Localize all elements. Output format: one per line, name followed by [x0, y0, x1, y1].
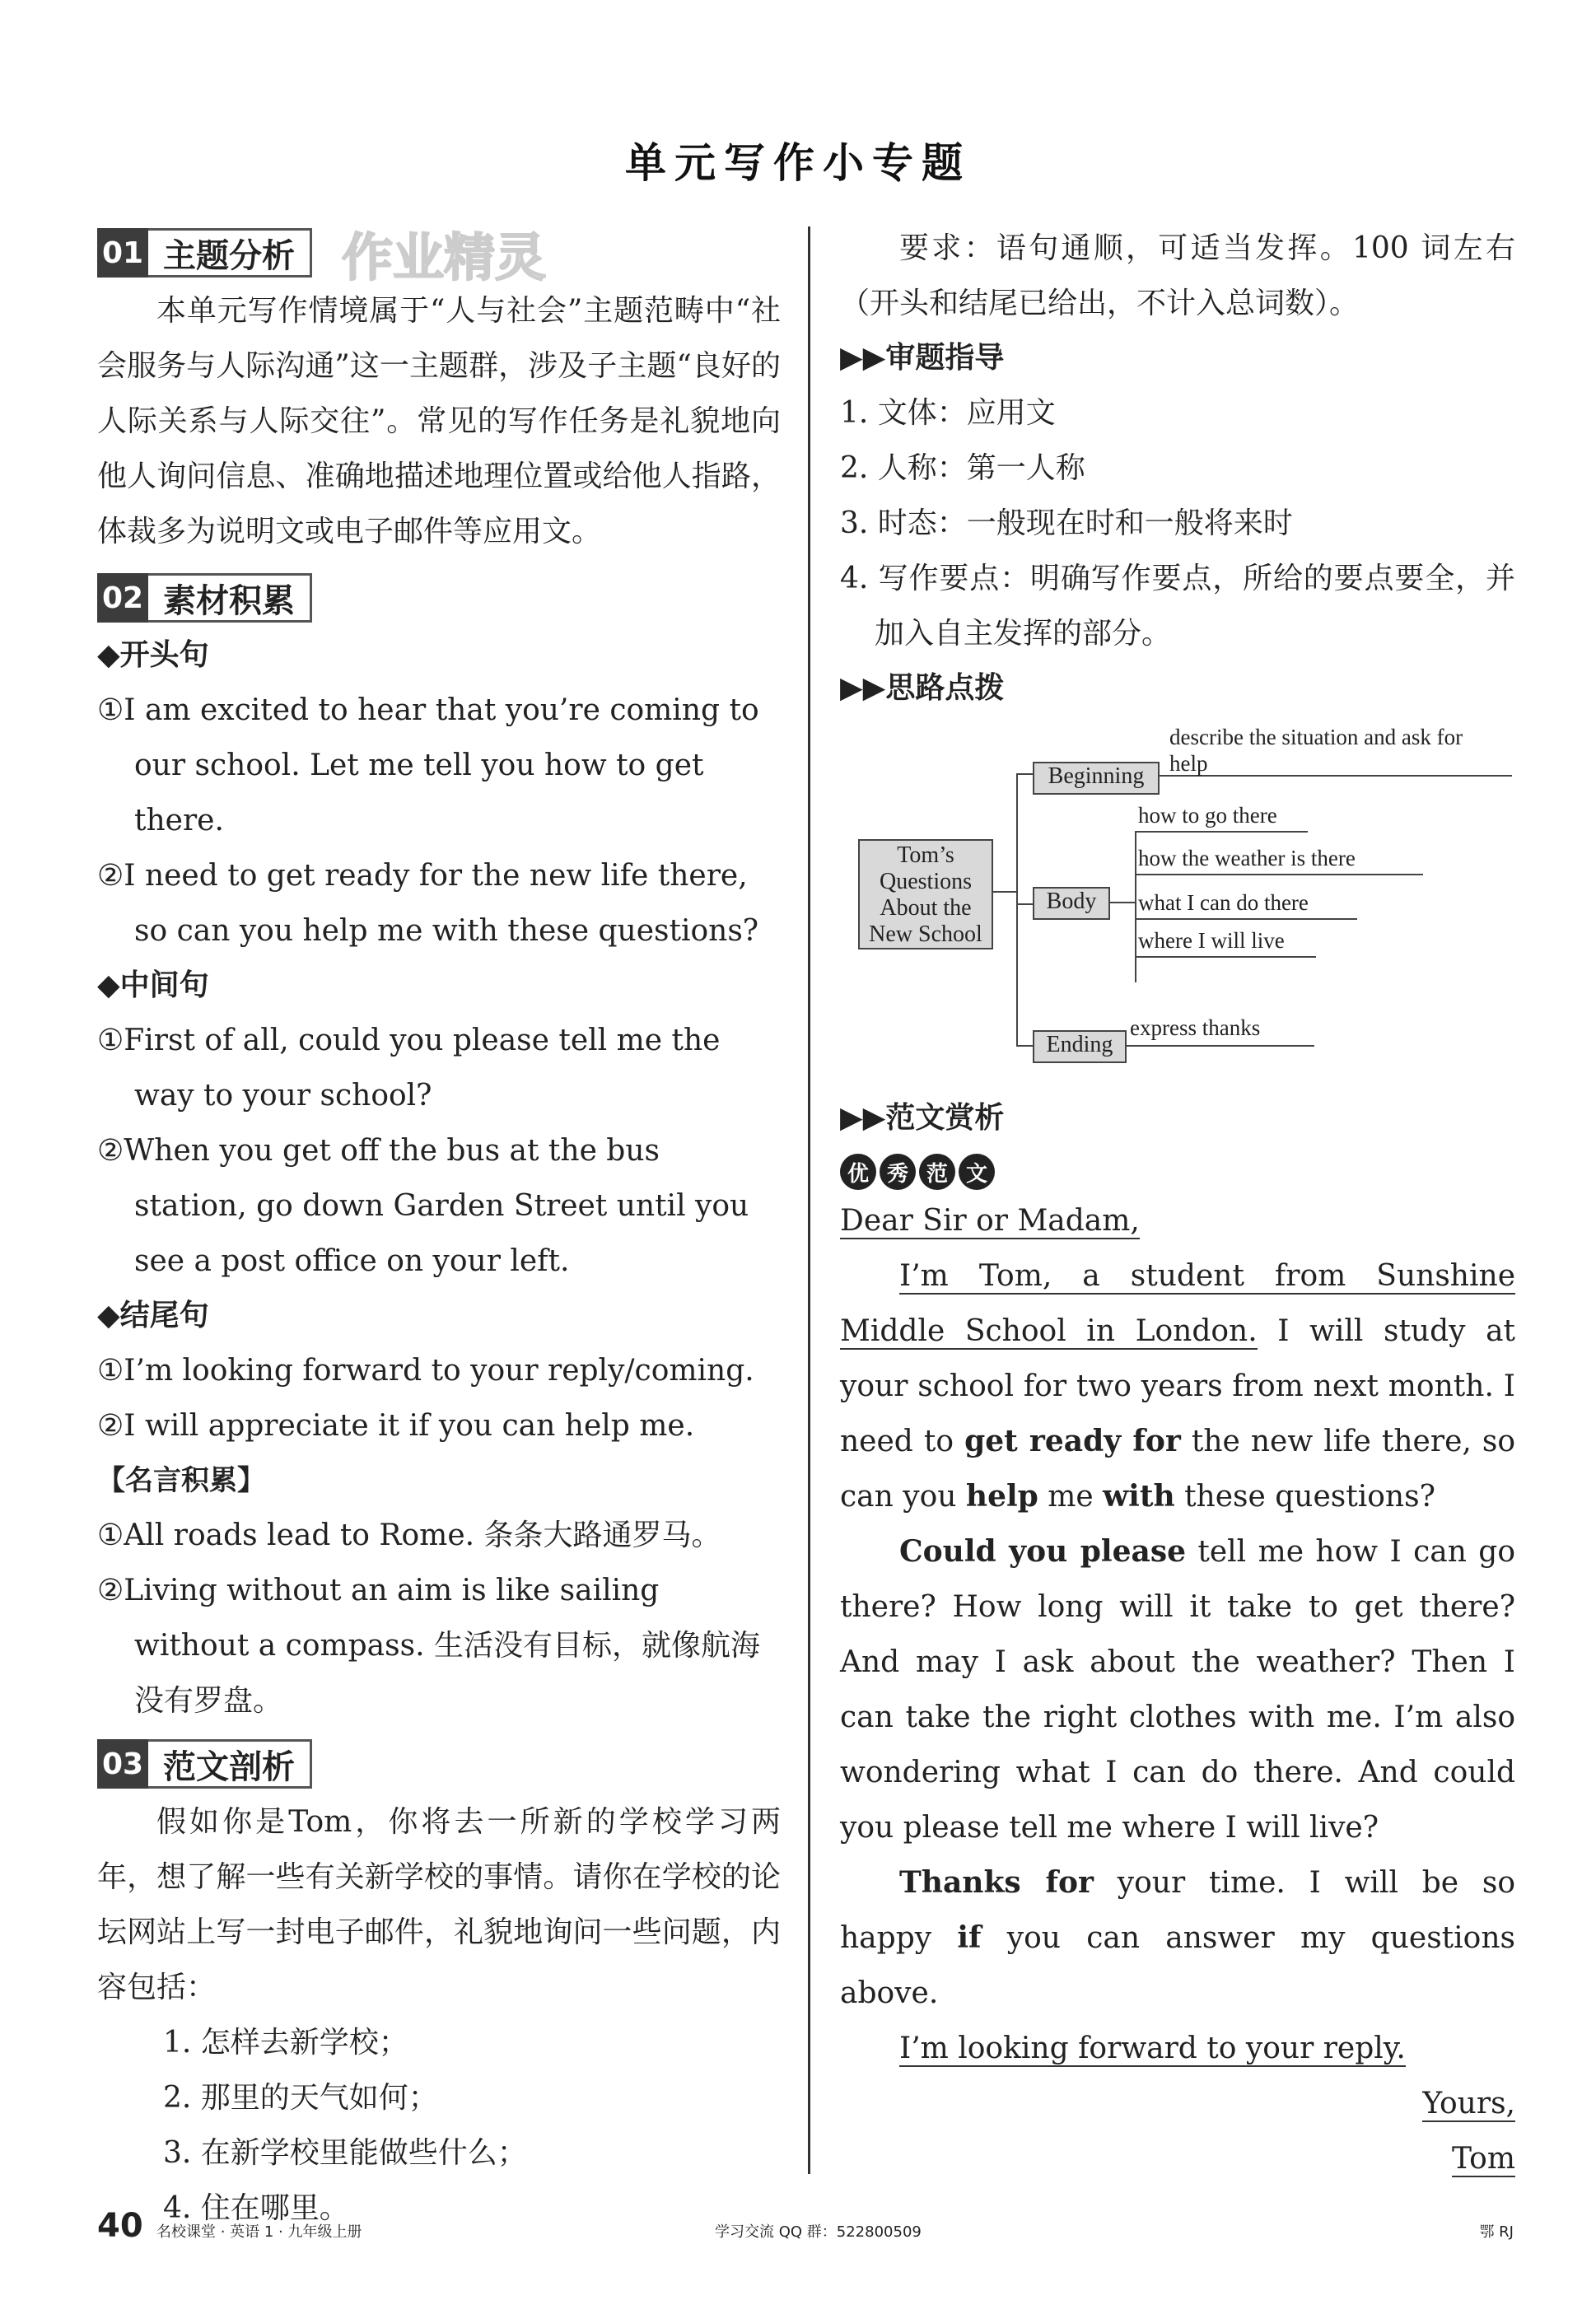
theme-analysis-text: 本单元写作情境属于“人与社会”主题范畴中“社会服务与人际沟通”这一主题群，涉及子主题“良好的人际关系与人际交往”。常见的写作任务是礼貌地向他人询问信息、准确地描述地理位置或给他人指路，体裁多为说明文或电子邮件等应用文。 — [97, 294, 781, 548]
list-item: ②When you get off the bus at the bus station, go down Garden Street until you see a post office on your left. — [97, 1134, 749, 1278]
list-item: ①I’m looking forward to your reply/coming. — [97, 1354, 754, 1388]
list-item: ②I need to get ready for the new life there, so can you help me with these questions? — [97, 859, 759, 948]
body-item: how to go there — [1138, 803, 1277, 828]
column-divider — [808, 226, 810, 2174]
right-column — [840, 221, 1515, 2186]
list-item: ①All roads lead to Rome. 条条大路通罗马。 — [97, 1519, 721, 1552]
signature-name: Tom — [1451, 2142, 1515, 2176]
key-phrase: help — [965, 1479, 1038, 1514]
list-item: ①First of all, could you please tell me the way to your school? — [97, 1024, 721, 1113]
connector-line — [1135, 831, 1136, 982]
task-description: 假如你是Tom，你将去一所新的学校学习两年，想了解一些有关新学校的事情。请你在学校的论坛网站上写一封电子邮件，礼貌地询问一些问题，内容包括： — [97, 1805, 781, 2004]
letter-paragraph-4 — [840, 2021, 1515, 2076]
mind-map-center: Tom’s Questions About the New School — [858, 839, 993, 949]
mind-map-ending: Ending — [1033, 1030, 1127, 1063]
list-item: 4. 写作要点：明确写作要点，所给的要点要全，并加入自主发挥的部分。 — [840, 562, 1515, 651]
letter-signature — [840, 2131, 1515, 2186]
page-number: 40 — [97, 2207, 143, 2245]
text-run: the new life there, so can you — [840, 1425, 1516, 1514]
badge: 秀 — [880, 1154, 916, 1190]
page-footer — [97, 2207, 1514, 2248]
watermark-logo: 作业精灵 — [342, 226, 547, 287]
list-item: 1. 文体：应用文 — [840, 396, 1056, 430]
mind-map-body: Body — [1033, 887, 1110, 920]
connector-line — [1135, 918, 1357, 920]
mind-map — [840, 716, 1515, 1085]
greeting-text: Dear Sir or Madam, — [840, 1204, 1140, 1238]
quotes-heading: 【名言积累】 — [97, 1464, 265, 1497]
letter-greeting — [840, 1193, 1515, 1248]
body-item: what I can do there — [1138, 890, 1309, 915]
section-label: 范文剖析 — [148, 1739, 312, 1789]
text-run: tell me how I can go there? How long will it take to get there? And may I ask about the weather? Then I can take the right clothes with me. I’m also wondering what I can do there. And could you please tell me where I will live? — [840, 1535, 1515, 1845]
letter-paragraph-2 — [840, 1524, 1515, 1855]
letter-closing — [840, 2076, 1515, 2131]
opening-sentences-heading: ◆开头句 — [97, 638, 209, 672]
key-phrase: Could you please — [899, 1534, 1186, 1569]
section-number: 03 — [97, 1739, 148, 1789]
key-phrase: with — [1103, 1479, 1175, 1514]
edition-label: 鄂 RJ — [1479, 2223, 1514, 2241]
list-item: ②Living without an aim is like sailing without a compass. 生活没有目标，就像航海没有罗盘。 — [97, 1574, 760, 1718]
list-item: ②I will appreciate it if you can help me. — [97, 1409, 695, 1443]
section-header-2 — [97, 571, 781, 625]
text-run: your time. I will be so happy — [840, 1866, 1516, 1955]
qq-group: 学习交流 QQ 群：522800509 — [715, 2223, 922, 2241]
list-item: 3. 在新学校里能做些什么； — [163, 2136, 527, 2170]
badge: 文 — [959, 1154, 995, 1190]
list-item: 1. 怎样去新学校； — [163, 2026, 408, 2060]
badge: 优 — [840, 1154, 876, 1190]
list-item: 2. 人称：第一人称 — [840, 451, 1085, 485]
closing-text: Yours, — [1422, 2087, 1515, 2120]
guide-heading: ▶▶审题指导 — [840, 341, 1005, 375]
section-header-1 — [97, 226, 781, 287]
section-header-3 — [97, 1737, 781, 1791]
text-run: you can answer my questions above. — [840, 1921, 1515, 2010]
section-number: 02 — [97, 573, 148, 623]
letter-paragraph-3 — [840, 1855, 1515, 2021]
mind-map-beginning: Beginning — [1033, 762, 1160, 795]
section-number: 01 — [97, 228, 148, 278]
list-item: ①I am excited to hear that you’re coming to our school. Let me tell you how to get there. — [97, 693, 759, 837]
key-phrase: if — [957, 1920, 982, 1955]
left-column — [97, 221, 781, 2236]
badge: 范 — [919, 1154, 955, 1190]
text-run: these questions? — [1174, 1480, 1435, 1514]
letter-paragraph-1 — [840, 1248, 1515, 1524]
beginning-note: describe the situation and ask for help — [1169, 725, 1463, 776]
connector-line — [1135, 956, 1316, 958]
connector-line — [1135, 874, 1423, 875]
ending-note: express thanks — [1130, 1015, 1261, 1040]
connector-line — [1108, 902, 1135, 903]
model-badges — [840, 1154, 1515, 1190]
idea-heading: ▶▶思路点拨 — [840, 671, 1005, 705]
underlined-sentence: I’m Tom, a student from Sunshine Middle School in London. — [840, 1259, 1515, 1348]
requirement-text: 要求：语句通顺，可适当发挥。100 词左右（开头和结尾已给出，不计入总词数）。 — [840, 231, 1515, 320]
key-phrase: Thanks for — [899, 1865, 1094, 1900]
ending-sentences-heading: ◆结尾句 — [97, 1299, 209, 1332]
connector-line — [992, 891, 1016, 893]
list-item: 3. 时态：一般现在时和一般将来时 — [840, 506, 1293, 540]
page-title: 单元写作小专题 — [625, 139, 971, 187]
model-heading: ▶▶范文赏析 — [840, 1101, 1005, 1135]
text-run: I will study at your school for two years from next month. I need to — [840, 1314, 1515, 1458]
connector-line — [1135, 831, 1308, 833]
text-run: me — [1038, 1480, 1104, 1514]
section-label: 主题分析 — [148, 228, 312, 278]
underlined-sentence: I’m looking forward to your reply. — [899, 2032, 1406, 2065]
section-label: 素材积累 — [148, 573, 312, 623]
middle-sentences-heading: ◆中间句 — [97, 968, 209, 1002]
connector-line — [1125, 1045, 1314, 1047]
connector-line — [1016, 773, 1018, 1047]
body-item: how the weather is there — [1138, 846, 1356, 870]
list-item: 2. 那里的天气如何； — [163, 2081, 438, 2115]
key-phrase: get ready for — [964, 1424, 1181, 1458]
book-title: 名校课堂 · 英语 1 · 九年级上册 — [156, 2223, 362, 2241]
list-item: 4. 住在哪里。 — [163, 2191, 349, 2225]
body-item: where I will live — [1138, 928, 1285, 953]
